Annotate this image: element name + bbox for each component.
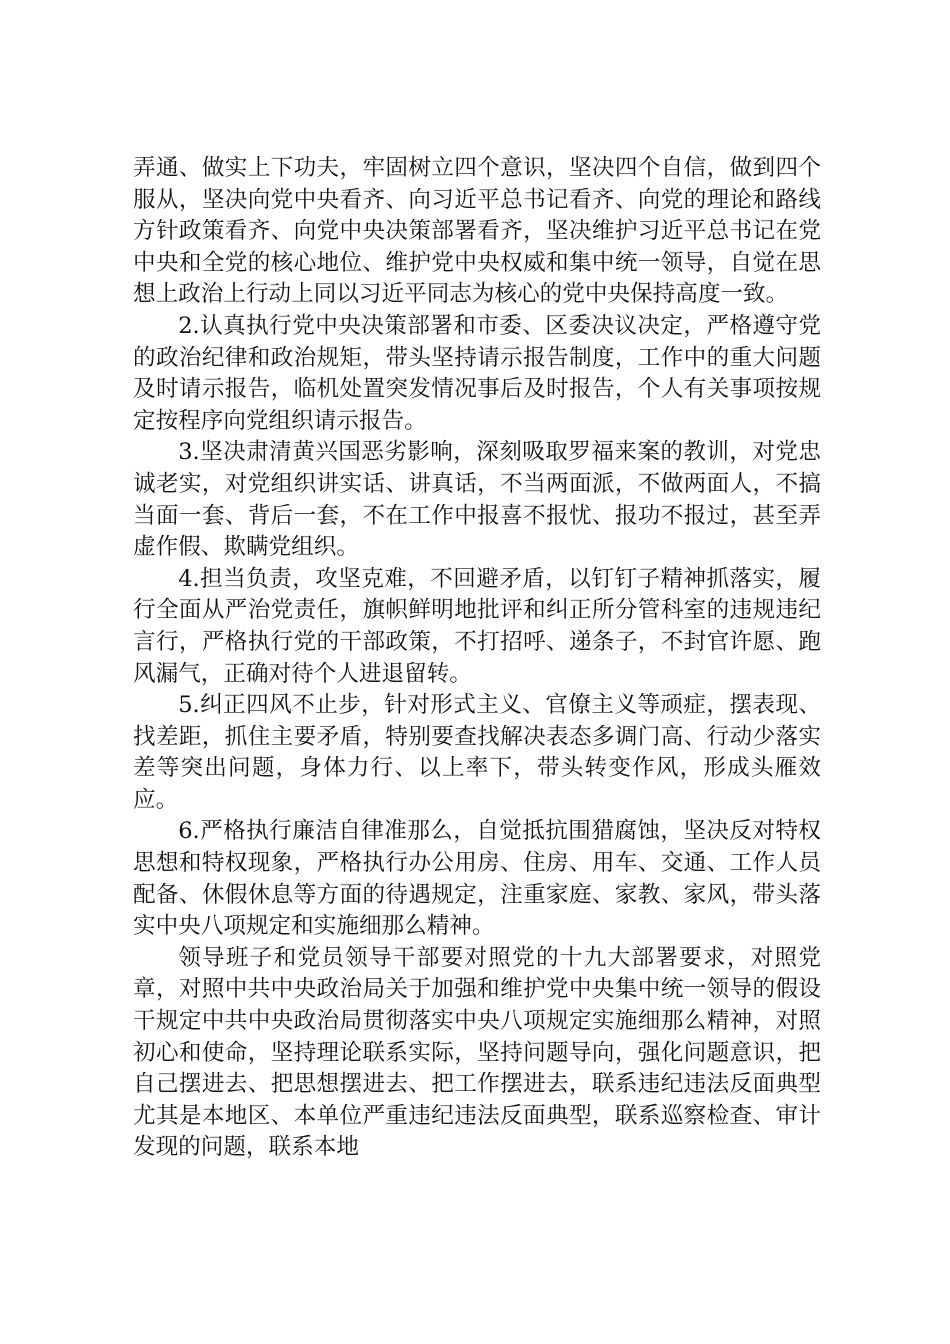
paragraph-item-2: 2.认真执行党中央决策部署和市委、区委决议决定，严格遵守党的政治纪律和政治规矩，带头坚持请示报告制度，工作中的重大问题及时请示报告，临机处置突发情况事后及时报告，个人有关事项按规定按程序向党组织请示报告。 <box>133 312 821 434</box>
paragraph-leadership-requirements: 领导班子和党员领导干部要对照党的十九大部署要求，对照党章，对照中共中央政治局关于加强和维护党中央集中统一领导的假设干规定中共中央政治局贯彻落实中央八项规定实施细那么精神，对照初心和使命，坚持理论联系实际，坚持问题导向，强化问题意识，把自己摆进去、把思想摆进去、把工作摆进去，联系违纪违法反面典型尤其是本地区、本单位严重违纪违法反面典型，联系巡察检查、审计发现的问题，联系本地 <box>133 944 821 1161</box>
paragraph-item-5: 5.纠正四风不止步，针对形式主义、官僚主义等顽症，摆表现、找差距，抓住主要矛盾，特别要查找解决表态多调门高、行动少落实差等突出问题，身体力行、以上率下，带头转变作风，形成头雁效应。 <box>133 692 821 813</box>
paragraph-item-4: 4.担当负责，攻坚克难，不回避矛盾，以钉钉子精神抓落实，履行全面从严治党责任，旗帜鲜明地批评和纠正所分管科室的违规违纪言行，严格执行党的干部政策，不打招呼、递条子，不封官许愿、跑风漏气，正确对待个人进退留转。 <box>133 565 821 687</box>
paragraph-item-6: 6.严格执行廉洁自律准那么，自觉抵抗围猎腐蚀，坚决反对特权思想和特权现象，严格执行办公用房、住房、用车、交通、工作人员配备、休假休息等方面的待遇规定，注重家庭、家教、家风，带头落实中央八项规定和实施细那么精神。 <box>133 818 821 940</box>
paragraph-item-3: 3.坚决肃清黄兴国恶劣影响，深刻吸取罗福来案的教训，对党忠诚老实，对党组织讲实话、讲真话，不当两面派，不做两面人，不搞当面一套、背后一套，不在工作中报喜不报忧、报功不报过，甚至弄虚作假、欺瞒党组织。 <box>133 439 821 561</box>
document-body <box>133 153 821 1164</box>
paragraph-continuation: 弄通、做实上下功夫，牢固树立四个意识，坚决四个自信，做到四个服从，坚决向党中央看齐、向习近平总书记看齐、向党的理论和路线方针政策看齐、向党中央决策部署看齐，坚决维护习近平总书记在党中央和全党的核心地位、维护党中央权威和集中统一领导，自觉在思想上政治上行动上同以习近平同志为核心的党中央保持高度一致。 <box>133 155 821 308</box>
